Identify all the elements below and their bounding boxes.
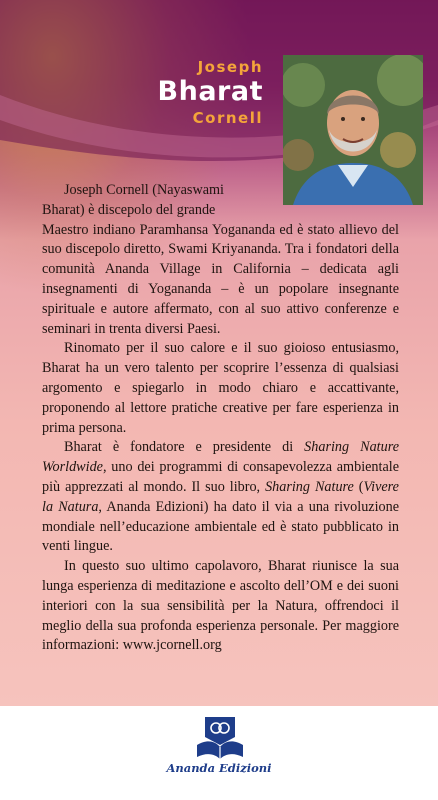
author-biography: [42, 181, 399, 656]
bio-paragraph-1: [42, 181, 399, 339]
bio-p1-line1: Joseph Cornell (Nayaswami: [64, 182, 224, 198]
bio-p1-rest: Maestro indiano Paramhansa Yogananda ed è stato allievo del suo discepolo diretto, Swami Kriyananda. Tra i fondatori della comunità Ananda Village in California – dedicata agli insegnamenti di Yogananda – è un popolare insegnante spirituale e autore affermato, con al suo attivo conferenze e seminari in trenta diversi Paesi.: [42, 221, 399, 337]
bio-p3-text-g: , Ananda Edizioni) ha dato il via a una rivoluzione mondiale nell’educazione ambientale ed è stato pubblicato in venti lingue.: [42, 498, 400, 555]
author-middle-name: Bharat: [157, 76, 263, 107]
bio-p3-text-a: Bharat è fondatore e presidente di: [64, 439, 305, 456]
author-last-name: Cornell: [192, 109, 263, 127]
bio-paragraph-3: [42, 438, 399, 557]
bio-p3-book-title-it: Vivere la Natura: [42, 478, 399, 515]
bio-paragraph-4: In questo suo ultimo capolavoro, Bharat riunisce la sua lunga esperienza di meditazione e ascolto dell’OM e dei suoni interiori con la sua sensibilità per la Natura, offrendoci il meglio della sua profonda esperienza personale. Per maggiore informazioni: www.jcornell.org: [42, 558, 399, 654]
bio-p3-text-e: (: [353, 478, 364, 495]
bio-p3-program-name: Sharing Nature Worldwide: [42, 439, 399, 476]
ananda-edizioni-logo-icon: [175, 715, 265, 790]
bio-paragraph-2: Rinomato per il suo calore e il suo gioioso entusiasmo, Bharat ha un vero talento per scoprire l’essenza di qualsiasi argomento e spiegarlo in modo chiaro e accattivante, proponendo al lettore pratiche creative per fare esperienza in prima persona.: [42, 340, 399, 436]
bio-p1-line2: Bharat) è discepolo del grande: [42, 201, 216, 218]
author-first-name: Joseph: [197, 58, 263, 76]
bio-p3-text-c: , uno dei programmi di consapevolezza ambientale più apprezzati al mondo. Il suo libro,: [42, 459, 399, 495]
bio-p3-book-title: Sharing Nature: [265, 478, 354, 495]
publisher-name: Ananda Edizioni: [166, 761, 272, 775]
